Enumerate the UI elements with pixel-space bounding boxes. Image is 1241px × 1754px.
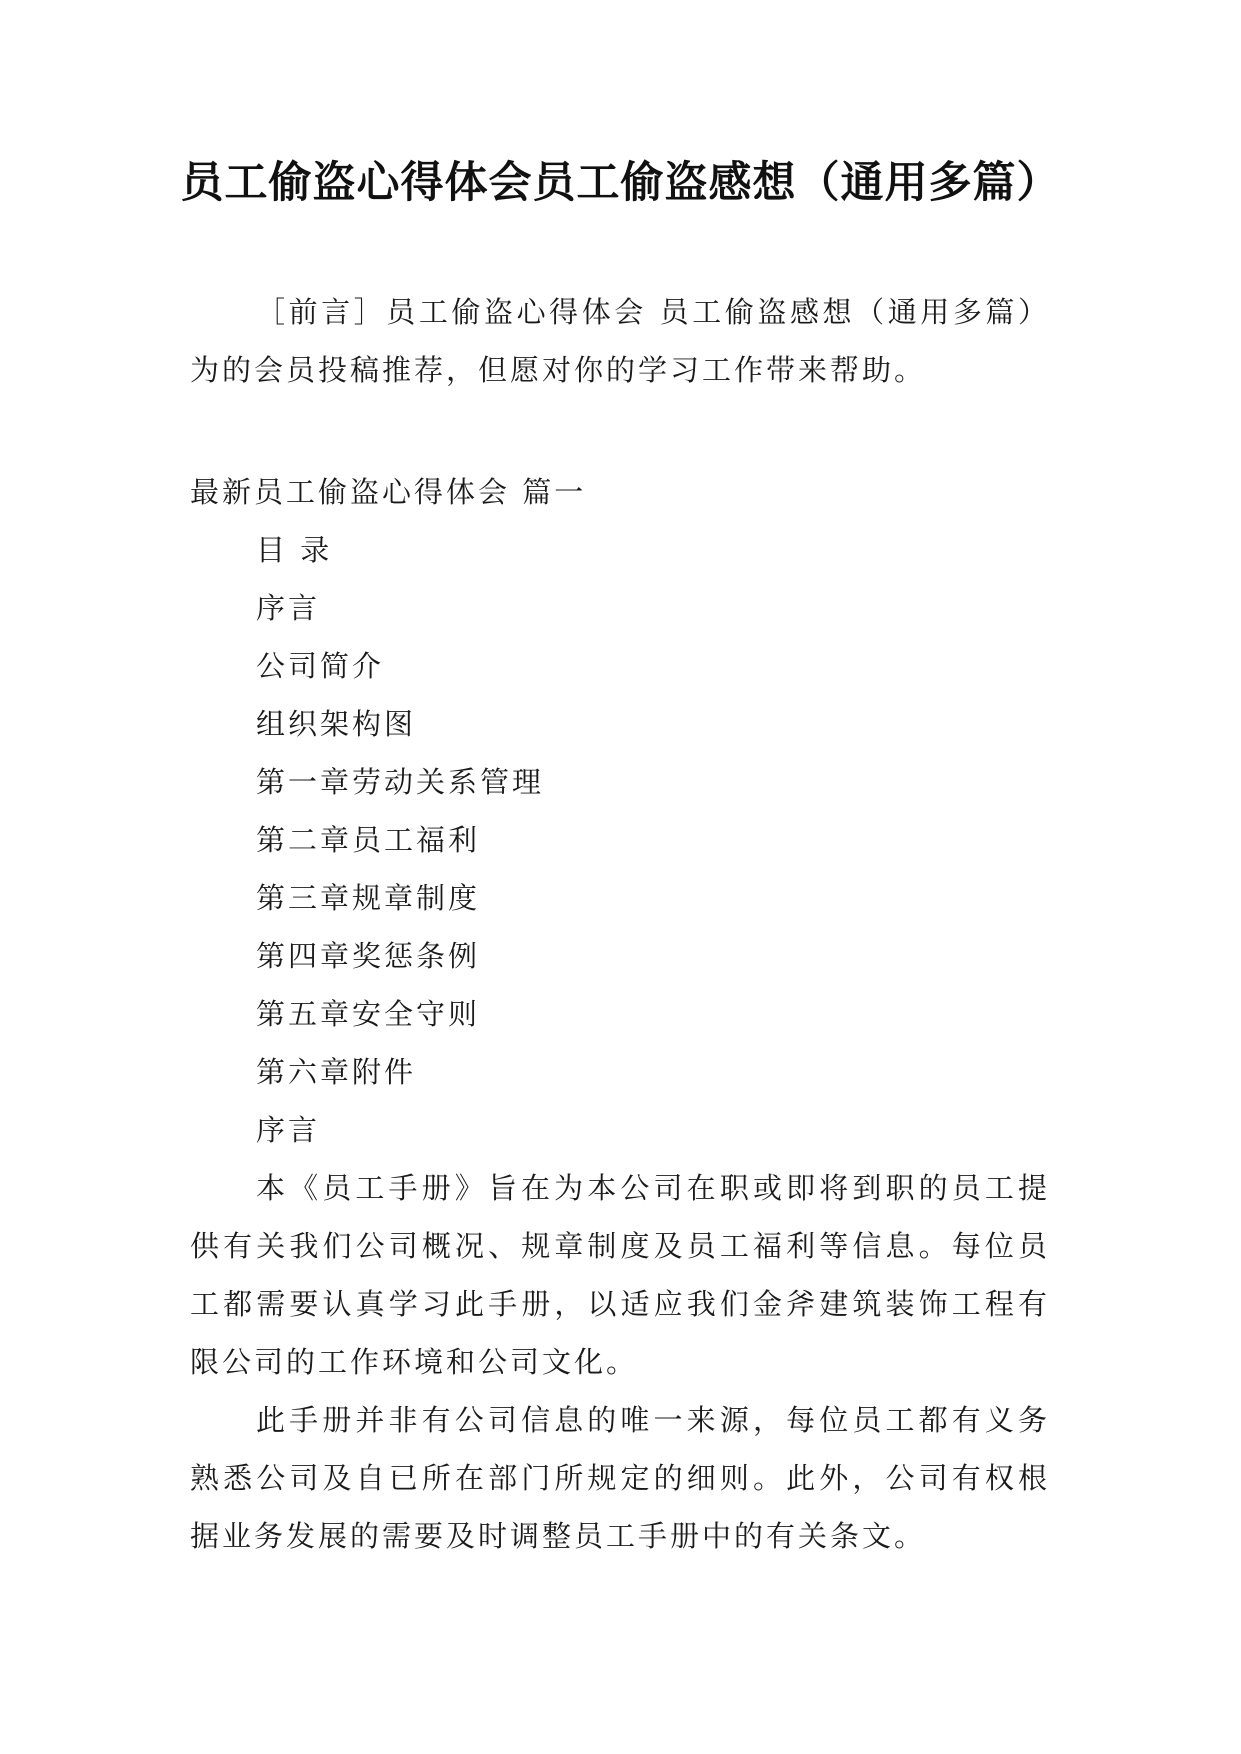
preface-paragraph: ［前言］员工偷盗心得体会 员工偷盗感想（通用多篇）为的会员投稿推荐，但愿对你的学习工作带来帮助。 <box>190 295 1050 387</box>
toc-item-chapter-3: 第三章规章制度 <box>256 881 481 915</box>
toc-item-chapter-6: 第六章附件 <box>256 1055 417 1089</box>
document-title: 员工偷盗心得体会员工偷盗感想（通用多篇） <box>180 158 1061 208</box>
toc-item-chapter-4: 第四章奖惩条例 <box>256 939 481 973</box>
toc-item-chapter-2: 第二章员工福利 <box>256 823 481 857</box>
toc-item-heading: 目 录 <box>256 533 333 567</box>
section-heading: 最新员工偷盗心得体会 篇一 <box>190 475 587 509</box>
toc-item-chapter-5: 第五章安全守则 <box>256 997 481 1031</box>
preface-block <box>190 283 1050 399</box>
body-paragraph: 本《员工手册》旨在为本公司在职或即将到职的员工提供有关我们公司概况、规章制度及员工福利等信息。每位员工都需要认真学习此手册，以适应我们金斧建筑装饰工程有限公司的工作环境和公司文化。 <box>190 1171 1050 1379</box>
preface-heading: 序言 <box>256 1113 321 1147</box>
toc-item-company-intro: 公司简介 <box>256 649 385 683</box>
table-of-contents <box>190 521 1050 1159</box>
toc-item-chapter-1: 第一章劳动关系管理 <box>256 765 545 799</box>
toc-item-org-chart: 组织架构图 <box>256 707 417 741</box>
toc-item-preface: 序言 <box>256 591 321 625</box>
body-paragraph: 此手册并非有公司信息的唯一来源，每位员工都有义务熟悉公司及自已所在部门所规定的细则。此外，公司有权根据业务发展的需要及时调整员工手册中的有关条文。 <box>190 1403 1050 1553</box>
main-content <box>190 463 1050 1565</box>
